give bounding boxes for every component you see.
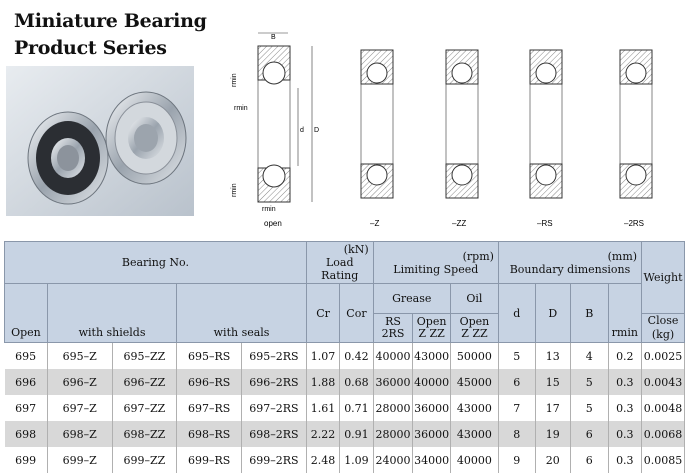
header-d: d [498, 284, 535, 343]
cell: 4 [571, 343, 609, 370]
cell: 5 [571, 395, 609, 421]
cell: 695–2RS [242, 343, 307, 370]
header-weight: Weight [642, 242, 685, 314]
cell: 0.91 [340, 421, 373, 447]
heading-line-2: Product Series [14, 37, 167, 59]
load-label: Load Rating [321, 256, 359, 282]
cell: 9 [498, 447, 535, 473]
cell: 19 [535, 421, 571, 447]
cell: 5 [571, 369, 609, 395]
cell: 1.88 [306, 369, 339, 395]
cell: 696–ZZ [112, 369, 177, 395]
cell: 0.0048 [642, 395, 685, 421]
cell: 699–Z [47, 447, 112, 473]
cell: 1.09 [340, 447, 373, 473]
cell: 28000 [373, 421, 413, 447]
cell: 0.68 [340, 369, 373, 395]
cell: 697 [5, 395, 48, 421]
cell: 34000 [413, 447, 451, 473]
dims-unit: (mm) [607, 249, 638, 263]
cell: 5 [498, 343, 535, 370]
table-body [5, 343, 685, 474]
cell: 0.0068 [642, 421, 685, 447]
bearing-photo [6, 66, 194, 216]
speed-label: Limiting Speed [393, 262, 479, 276]
cell: 36000 [413, 421, 451, 447]
rmin-label-bottom-2: rmin [262, 206, 276, 213]
header-close: Close [647, 314, 679, 327]
header-kg: (kg) [651, 328, 675, 341]
cell: 699 [5, 447, 48, 473]
speed-unit: (rpm) [462, 249, 494, 263]
cell: 0.0085 [642, 447, 685, 473]
cell: 697–2RS [242, 395, 307, 421]
header-bearing-no: Bearing No. [5, 242, 307, 284]
cross-section-drawings [228, 28, 688, 233]
cell: 696–Z [47, 369, 112, 395]
cell: 6 [498, 369, 535, 395]
load-unit: (kN) [343, 243, 369, 256]
type-label-rs: –RS [537, 219, 553, 228]
cell: 6 [571, 447, 609, 473]
cell: 699–2RS [242, 447, 307, 473]
header-rs-2rs [373, 314, 413, 343]
cell: 13 [535, 343, 571, 370]
rmin-label-bottom-1: rmin [231, 183, 238, 197]
header-open-col: Open [5, 284, 48, 343]
cell: 43000 [450, 395, 498, 421]
table-row [5, 343, 685, 370]
header-load-rating [306, 242, 373, 284]
header-grease-open [413, 314, 451, 343]
cell: 695–ZZ [112, 343, 177, 370]
cell: 699–ZZ [112, 447, 177, 473]
heading-line-1: Miniature Bearing [14, 10, 207, 32]
dims-label: Boundary dimensions [509, 262, 631, 276]
cell: 697–RS [177, 395, 242, 421]
header-grease-open-label: Open [416, 315, 447, 328]
cell: 695–RS [177, 343, 242, 370]
cell: 698–Z [47, 421, 112, 447]
header-with-shields: with shields [47, 284, 176, 343]
bore-label: d [300, 127, 304, 134]
page-heading [14, 8, 244, 62]
cell: 24000 [373, 447, 413, 473]
cell: 0.71 [340, 395, 373, 421]
table-row [5, 421, 685, 447]
header-oil: Oil [450, 284, 498, 314]
cell: 699–RS [177, 447, 242, 473]
table-row [5, 395, 685, 421]
type-label-zz: –ZZ [452, 219, 467, 228]
cell: 697–Z [47, 395, 112, 421]
cell: 695 [5, 343, 48, 370]
header-cr: Cr [306, 284, 339, 343]
header-oil-open-label: Open [459, 315, 490, 328]
cell: 0.3 [608, 395, 641, 421]
cell: 50000 [450, 343, 498, 370]
cell: 15 [535, 369, 571, 395]
header-with-seals: with seals [177, 284, 307, 343]
type-label-z: –Z [370, 219, 380, 228]
cell: 0.0025 [642, 343, 685, 370]
cell: 0.3 [608, 369, 641, 395]
cell: 2.48 [306, 447, 339, 473]
cell: 7 [498, 395, 535, 421]
cell: 698–ZZ [112, 421, 177, 447]
cell: 697–ZZ [112, 395, 177, 421]
cell: 1.61 [306, 395, 339, 421]
width-label: B [271, 34, 276, 41]
header-B: B [571, 284, 609, 343]
cell: 695–Z [47, 343, 112, 370]
cell: 0.42 [340, 343, 373, 370]
header-boundary-dimensions [498, 242, 641, 284]
rmin-label-top-1: rmin [231, 73, 238, 87]
cell: 17 [535, 395, 571, 421]
zz-bearing-drawing [446, 50, 478, 228]
cell: 0.3 [608, 447, 641, 473]
cell: 40000 [413, 369, 451, 395]
cell: 0.0043 [642, 369, 685, 395]
cell: 6 [571, 421, 609, 447]
bearing-spec-table [4, 241, 685, 473]
cell: 36000 [413, 395, 451, 421]
header-cor: Cor [340, 284, 373, 343]
header-rmin: rmin [608, 284, 641, 343]
cell: 20 [535, 447, 571, 473]
cell: 0.3 [608, 421, 641, 447]
z-bearing-drawing [361, 50, 393, 228]
header-grease: Grease [373, 284, 450, 314]
open-bearing-drawing [231, 33, 319, 228]
cell: 696–RS [177, 369, 242, 395]
cell: 40000 [450, 447, 498, 473]
table-row [5, 369, 685, 395]
cell: 698–2RS [242, 421, 307, 447]
header-oil-open [450, 314, 498, 343]
type-label-2rs: –2RS [624, 219, 645, 228]
cell: 0.2 [608, 343, 641, 370]
2rs-bearing-drawing [620, 50, 652, 228]
cell: 43000 [413, 343, 451, 370]
header-oil-z-zz: Z ZZ [461, 327, 488, 340]
cell: 36000 [373, 369, 413, 395]
rs-bearing-drawing [530, 50, 562, 228]
header-close-kg [642, 314, 685, 343]
type-label-open: open [264, 219, 282, 228]
table-row [5, 447, 685, 473]
header-rs: RS [385, 315, 401, 328]
cell: 40000 [373, 343, 413, 370]
cell: 698–RS [177, 421, 242, 447]
header-D: D [535, 284, 571, 343]
rmin-label-top-2: rmin [234, 105, 248, 112]
cell: 698 [5, 421, 48, 447]
cell: 2.22 [306, 421, 339, 447]
cell: 696–2RS [242, 369, 307, 395]
cell: 696 [5, 369, 48, 395]
cell: 43000 [450, 421, 498, 447]
header-grease-z-zz: Z ZZ [418, 327, 445, 340]
header-2rs: 2RS [381, 327, 405, 340]
outer-label: D [314, 127, 320, 134]
cell: 8 [498, 421, 535, 447]
cell: 28000 [373, 395, 413, 421]
header-limiting-speed [373, 242, 498, 284]
cell: 45000 [450, 369, 498, 395]
cell: 1.07 [306, 343, 339, 370]
